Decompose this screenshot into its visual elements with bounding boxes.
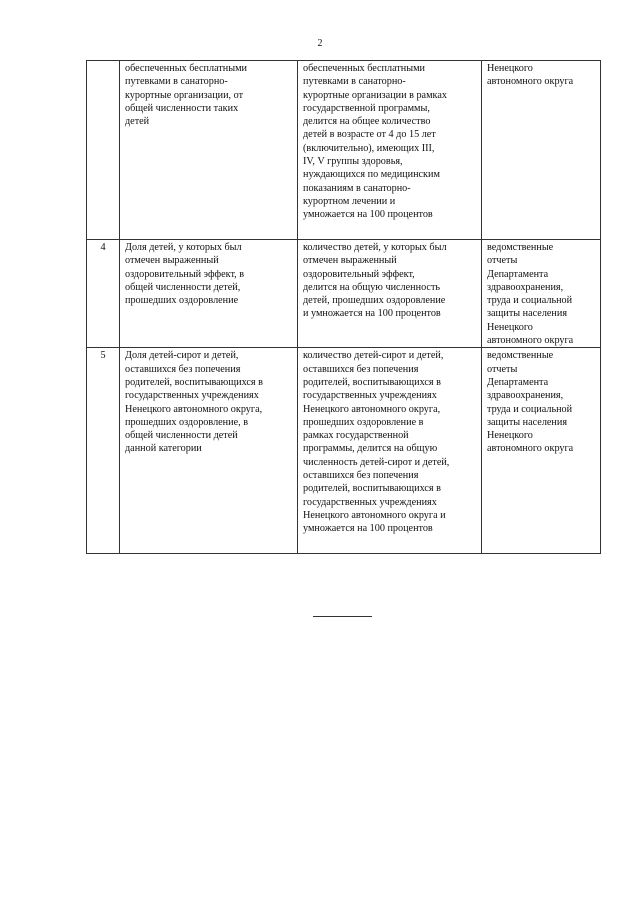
- page-number: 2: [317, 38, 323, 49]
- calculation-method-cell: обеспеченных бесплатными путевками в санаторно- курортные организации в рамках государственной программы, делится на общее количество детей в возрасте от 4 до 15 лет (включительно), имеющих III, IV, V группы здоровья, нуждающихся по медицинским показаниям в санаторно- курортном лечении и умножается на 100 процентов: [298, 61, 482, 240]
- table-row: [87, 61, 601, 240]
- data-source-cell: ведомственные отчеты Департамента здравоохранения, труда и социальной защиты населения Ненецкого автономного округа: [482, 348, 601, 554]
- indicator-cell: Доля детей-сирот и детей, оставшихся без попечения родителей, воспитывающихся в государственных учреждениях Ненецкого автономного округа, прошедших оздоровление, в общей численности детей данной категории: [120, 348, 298, 554]
- document-end-rule: [313, 616, 372, 617]
- indicator-cell: обеспеченных бесплатными путевками в санаторно- курортные организации, от общей численности таких детей: [120, 61, 298, 240]
- indicators-table: [86, 60, 601, 554]
- table-row: [87, 240, 601, 348]
- calculation-method-cell: количество детей, у которых был отмечен выраженный оздоровительный эффект, делится на общую численность детей, прошедших оздоровление и умножается на 100 процентов: [298, 240, 482, 348]
- data-source-cell: Ненецкого автономного округа: [482, 61, 601, 240]
- row-number-cell: 5: [87, 348, 120, 554]
- table-row: [87, 348, 601, 554]
- row-number-cell: [87, 61, 120, 240]
- calculation-method-cell: количество детей-сирот и детей, оставшихся без попечения родителей, воспитывающихся в государственных учреждениях Ненецкого автономного округа, прошедших оздоровление в рамках государственной программы, делится на общую численность детей-сирот и детей, оставшихся без попечения родителей, воспитывающихся в государственных учреждениях Ненецкого автономного округа и умножается на 100 процентов: [298, 348, 482, 554]
- indicator-cell: Доля детей, у которых был отмечен выраженный оздоровительный эффект, в общей численности детей, прошедших оздоровление: [120, 240, 298, 348]
- row-number-cell: 4: [87, 240, 120, 348]
- data-source-cell: ведомственные отчеты Департамента здравоохранения, труда и социальной защиты населения Ненецкого автономного округа: [482, 240, 601, 348]
